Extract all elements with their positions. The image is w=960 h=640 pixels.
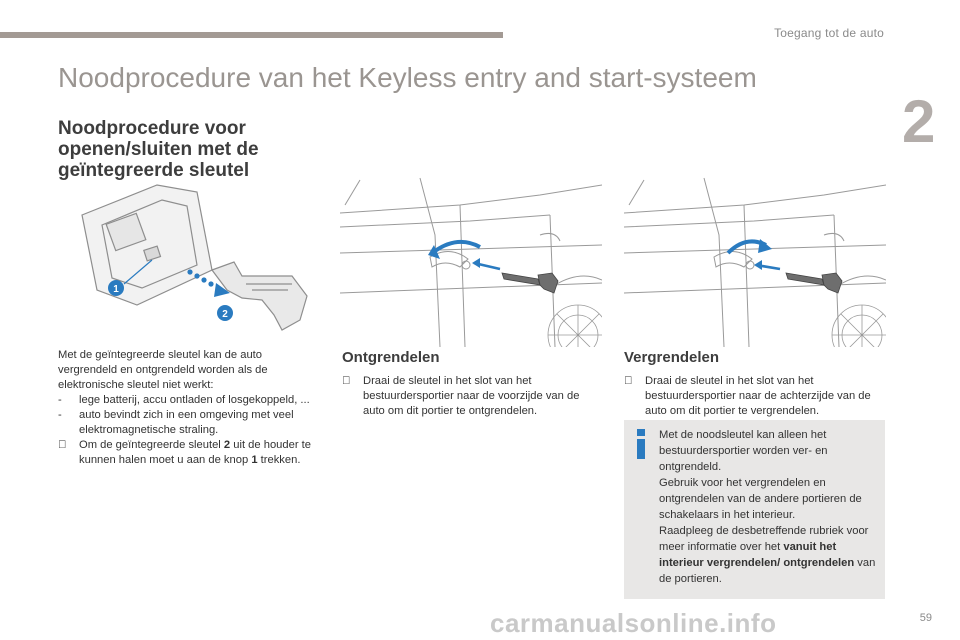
unlock-steps — [342, 374, 594, 419]
step-marker — [342, 374, 350, 389]
info-icon — [635, 429, 647, 459]
bullet-text: lege batterij, accu ontladen of losgekoppeld, ... — [79, 394, 310, 406]
intro-text — [58, 348, 320, 468]
note-paragraph: Met de noodsleutel kan alleen het bestuurdersportier worden ver- en ontgrendeld. — [659, 429, 828, 473]
bullet-text: auto bevindt zich in een omgeving met veel elektromagnetische straling. — [79, 409, 294, 436]
info-note — [624, 420, 885, 599]
page-title: Noodprocedure van het Keyless entry and start-systeem — [58, 62, 757, 93]
bullet-marker: - — [58, 409, 62, 421]
key-fob-illustration — [62, 180, 322, 340]
callout-1 — [108, 280, 124, 296]
lock-heading: Vergrendelen — [624, 349, 720, 366]
header-rule — [0, 32, 503, 38]
note-text — [659, 427, 879, 587]
unlock-heading: Ontgrendelen — [342, 349, 440, 366]
unlock-door-illustration — [340, 175, 602, 347]
note-text-part: Raadpleeg de desbetreffende rubriek voor meer informatie over het — [659, 525, 869, 553]
svg-text:2: 2 — [222, 309, 228, 320]
bullet-item — [58, 393, 320, 408]
note-paragraph: Gebruik voor het vergrendelen en ontgrendelen van de andere portieren de schakelaars in het interieur. — [659, 477, 862, 521]
step-text: Draai de sleutel in het slot van het bestuurdersportier naar de achterzijde van de auto om dit portier te vergrendelen. — [645, 375, 871, 417]
step-text-part: Om de geïntegreerde sleutel — [79, 439, 224, 451]
step-text: Draai de sleutel in het slot van het bestuurdersportier naar de voorzijde van de auto om dit portier te ontgrendelen. — [363, 375, 580, 417]
chapter-number: 2 — [902, 88, 936, 155]
step-text — [79, 439, 311, 466]
step-text-part: uit de houder te kunnen halen moet u aan de knop — [79, 439, 311, 466]
watermark: carmanualsonline.info — [490, 608, 777, 638]
page-number: 59 — [919, 612, 932, 624]
callout-2 — [217, 305, 233, 321]
svg-text:1: 1 — [113, 284, 119, 295]
bullet-marker: - — [58, 394, 62, 406]
intro-paragraph: Met de geïntegreerde sleutel kan de auto vergrendeld en ontgrendeld worden als de elektronische sleutel niet werkt: — [58, 349, 268, 391]
key-label: 2 — [223, 439, 231, 451]
bullet-item — [58, 408, 320, 438]
note-paragraph — [659, 523, 879, 587]
note-link-text: vanuit het interieur vergrendelen/ ontgrendelen — [659, 541, 855, 569]
lock-steps — [624, 374, 886, 419]
step-item — [624, 374, 886, 419]
lock-door-illustration — [624, 175, 886, 347]
button-label: 1 — [251, 454, 258, 466]
section-name: Toegang tot de auto — [774, 26, 884, 40]
step-marker — [624, 374, 632, 389]
note-text-part: van de portieren. — [659, 557, 876, 585]
step-marker — [58, 438, 66, 453]
step-item — [342, 374, 594, 419]
section-heading: Noodprocedure voor openen/sluiten met de geïntegreerde sleutel — [58, 118, 259, 181]
step-item — [58, 438, 320, 468]
step-text-part: trekken. — [257, 454, 301, 466]
